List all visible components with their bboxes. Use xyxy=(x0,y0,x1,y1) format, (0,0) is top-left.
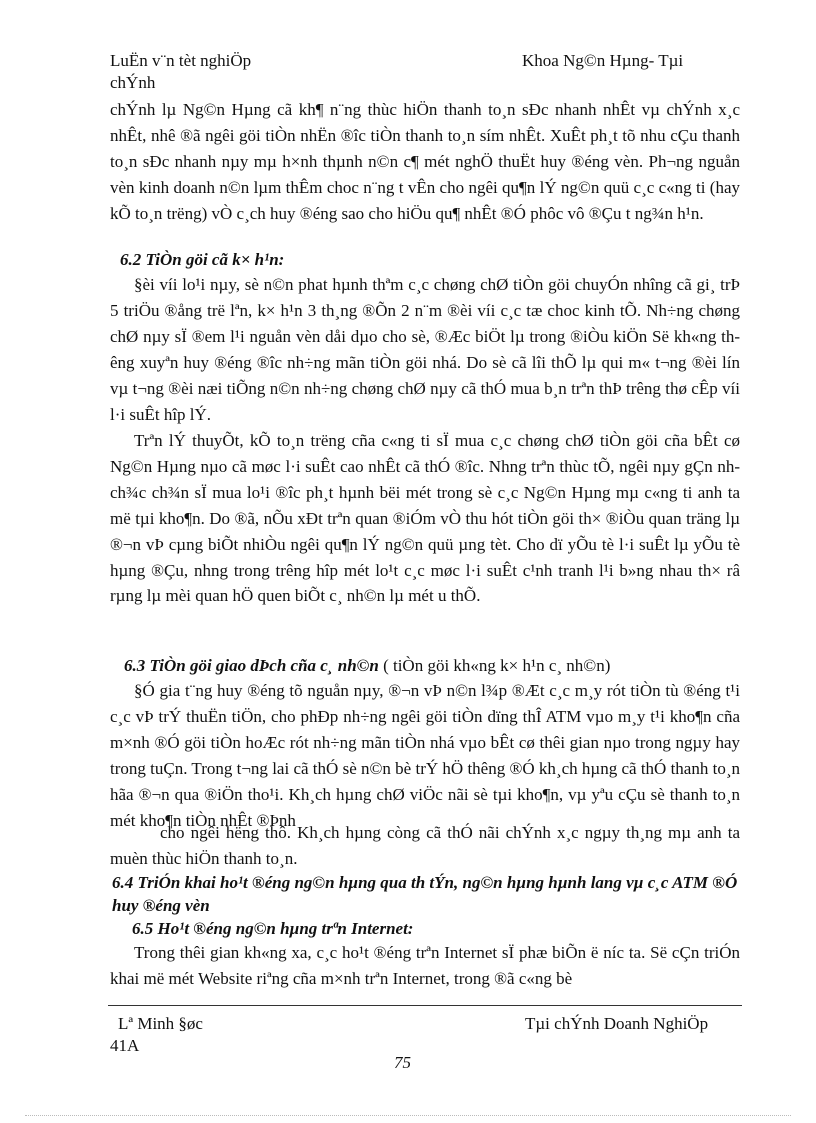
page-number: 75 xyxy=(394,1053,411,1072)
page-edge-dotted-line xyxy=(25,1115,791,1116)
header-left-line1: LuËn v¨n tèt nghiÖp xyxy=(110,51,252,70)
heading-6-3-title: 6.3 TiÒn göi giao dÞch cña c¸ nh©n xyxy=(124,656,379,675)
heading-6-4: 6.4 TriÓn khai ho¹t ®éng ng©n hµng qua th tÝn, ng©n hµng hµnh lang vµ c¸c ATM ®Ó huy ®éng vèn xyxy=(112,873,738,915)
footer-rule xyxy=(108,1005,742,1006)
heading-6-2: 6.2 TiÒn göi cã k× h¹n: xyxy=(120,250,285,269)
footer-faculty: Tµi chÝnh Doanh NghiÖp xyxy=(525,1014,709,1033)
paragraph-6-5: Trong thêi gian kh«ng xa, c¸c ho¹t ®éng trªn Internet sÏ phæ biÕn ë níc ta. Së cÇn triÓn khai më mét Website riªng cña m×nh trªn Internet, trong ®ã c«ng bè xyxy=(110,943,740,988)
header-right: Khoa Ng©n Hµng- Tµi xyxy=(522,51,684,70)
footer-author: Lª Minh §øc xyxy=(118,1014,203,1033)
paragraph-intro: chÝnh lµ Ng©n Hµng cã kh¶ n¨ng thùc hiÖn thanh to¸n sÐc nhanh nhÊt vµ chÝnh x¸c nhÊt, nhê ®ã ngêi göi tiÒn nhËn ®îc tiÒn thanh to¸n sím nhÊt. XuÊt ph¸t tõ nhu cÇu thanh to¸n sÐc nhanh nµy mµ h×nh thµnh n©n c¶ mét nghÖ thuËt huy ®éng vèn. Ph¬ng nguån vèn kinh doanh n©n lµm thÊm choc n¨ng t vÊn cho ngêi qu¶n lÝ ng©n quü c¸c c«ng ti (hay kÕ to¸n trëng) vÒ c¸ch huy ®éng sao cho hiÖu qu¶ nhÊt ®Ó phôc vô ®Çu t ng¾n h¹n. xyxy=(110,100,740,223)
paragraph-6-2-theory: Trªn lÝ thuyÕt, kÕ to¸n trëng cña c«ng ti sÏ mua c¸c chøng chØ tiÒn göi cña bÊt cø Ng©n Hµng nµo cã møc l·i suÊt cao nhÊt cã thÓ ®îc. Nhng trªn thùc tÕ, ngêi nµy gÇn nh ch¾c ch¾n sÏ mua lo¹i ®îc ph¸t hµnh bëi mét trong sè c¸c Ng©n Hµng mµ c«ng ti anh ta më tµi kho¶n. Do ®ã, nÕu xÐt trªn quan ®iÓm vÒ thu hót tiÒn göi th× ®iÒu quan träng lµ ®¬n vÞ cµng biÕt nhiÒu ngêi qu¶n lÝ ng©n quü µng tèt. Cho dï yÕu tè l·i suÊt lµ yÕu tè hµng ®Çu, nhng trong trêng hîp mét lo¹t c¸c møc l·i suÊt c¹nh tranh l¹i b»ng nhau th× râ rµng lµ mèi quan hÖ quen biÕt c¸ nh©n lµ mét u thÕ. xyxy=(110,431,740,606)
header-left-line2: chÝnh xyxy=(110,73,156,92)
paragraph-6-3: §Ó gia t¨ng huy ®éng tõ nguån nµy, ®¬n vÞ n©n l¾p ®Æt c¸c m¸y rót tiÒn tù ®éng t¹i c¸c vÞ trÝ thuËn tiÖn, cho phÐp nh÷ng ngêi göi tiÒn dïng thÎ ATM vµo m¸y t¹i kho¶n cña m×nh ®Ó göi tiÒn hoÆc rót nh÷ng mãn tiÒn nhá vµo bÊt cø thêi gian nµo trong ngµy hay trong tuÇn. Trong t¬ng lai cã thÓ sè n©n bè trÝ hÖ thêng ®Ó kh¸ch hµng cã thÓ thanh to¸n hãa ®¬n qua ®iÖn tho¹i. Kh¸ch hµng chØ viÖc nãi sè tµi kho¶n, vµ yªu cÇu sè thanh to¸n mét kho¶n tiÒn nhÊt ®Þnh xyxy=(110,681,740,830)
heading-6-3 xyxy=(124,654,610,677)
footer-class: 41A xyxy=(110,1036,140,1055)
paragraph-6-2: §èi víi lo¹i nµy, sè n©n phat hµnh thªm c¸c chøng chØ tiÒn göi chuyÓn nhîng cã gi¸ trÞ 5 triÖu ®ång trë lªn, k× h¹n 3 th¸ng ®Õn 2 n¨m ®èi víi c¸c tæ choc kinh tÕ. Nh÷ng chøng chØ nµy sÏ ®em l¹i nguån vèn dåi dµo cho sè, ®Æc biÖt lµ trong ®iÒu kiÖn Së kh«ng thêng xuyªn huy ®éng ®îc nh÷ng mãn tiÒn göi nhá. Do sè cã lîi thÕ lµ qui m« t¬ng ®èi lín vµ t¬ng ®èi næi tiÕng n©n nh÷ng chøng chØ nµy cã thÓ mua b¸n trªn thÞ trêng thø cÊp víi l·i suÊt hîp lÝ. xyxy=(110,275,740,424)
paragraph-6-3-tail: cho ngêi hëng thô. Kh¸ch hµng còng cã thÓ nãi chÝnh x¸c ngµy th¸ng mµ anh ta muèn thùc hiÖn thanh to¸n. xyxy=(110,823,740,868)
heading-6-3-note: ( tiÒn göi kh«ng k× h¹n c¸ nh©n) xyxy=(378,656,611,675)
heading-6-5: 6.5 Ho¹t ®éng ng©n hµng trªn Internet: xyxy=(132,919,414,938)
